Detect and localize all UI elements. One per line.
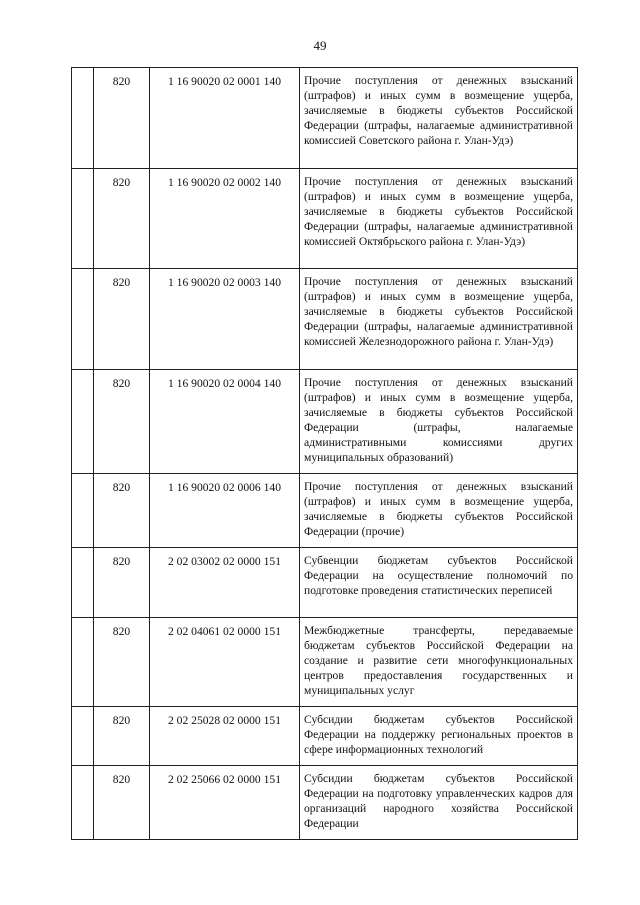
description-text: Прочие поступления от денежных взысканий (штрафов) и иных сумм в возмещение ущерба, зачисляемые в бюджеты субъектов Российской Федерации (штрафы, налагаемые административными комиссиями других муниципальных образований) — [304, 376, 573, 464]
description-text: Прочие поступления от денежных взысканий (штрафов) и иных сумм в возмещение ущерба, зачисляемые в бюджеты субъектов Российской Федерации (штрафы, налагаемые административной комиссией Октябрьского района г. Улан-Удэ) — [304, 175, 573, 248]
blank-cell — [72, 766, 94, 840]
blank-cell — [72, 548, 94, 618]
admin-code-cell: 820 — [94, 68, 150, 169]
description-text: Субвенции бюджетам субъектов Российской Федерации на осуществление полномочий по подготовке проведения статистических переписей — [304, 554, 573, 597]
budget-code-cell: 1 16 90020 02 0003 140 — [150, 269, 300, 370]
table-row — [72, 548, 578, 618]
blank-cell — [72, 474, 94, 548]
description-cell — [300, 548, 578, 618]
budget-code-cell: 1 16 90020 02 0006 140 — [150, 474, 300, 548]
description-cell — [300, 269, 578, 370]
page-number: 49 — [313, 38, 327, 53]
admin-code-cell: 820 — [94, 766, 150, 840]
description-cell — [300, 370, 578, 474]
table-row — [72, 370, 578, 474]
description-text: Межбюджетные трансферты, передаваемые бюджетам субъектов Российской Федерации на создание и развитие сети многофункциональных центров предоставления государственных и муниципальных услуг — [304, 624, 573, 697]
budget-code-cell: 2 02 04061 02 0000 151 — [150, 618, 300, 707]
description-text: Прочие поступления от денежных взысканий (штрафов) и иных сумм в возмещение ущерба, зачисляемые в бюджеты субъектов Российской Федерации (штрафы, налагаемые административной комиссией Советского района г. Улан-Удэ) — [304, 74, 573, 147]
admin-code-cell: 820 — [94, 548, 150, 618]
blank-cell — [72, 269, 94, 370]
table-row — [72, 707, 578, 766]
description-cell — [300, 169, 578, 269]
description-text: Прочие поступления от денежных взысканий (штрафов) и иных сумм в возмещение ущерба, зачисляемые в бюджеты субъектов Российской Федерации (прочие) — [304, 480, 573, 538]
description-cell — [300, 707, 578, 766]
description-cell — [300, 474, 578, 548]
admin-code-cell: 820 — [94, 618, 150, 707]
budget-code-cell: 1 16 90020 02 0004 140 — [150, 370, 300, 474]
budget-code-cell: 1 16 90020 02 0001 140 — [150, 68, 300, 169]
blank-cell — [72, 618, 94, 707]
admin-code-cell: 820 — [94, 169, 150, 269]
description-cell — [300, 618, 578, 707]
admin-code-cell: 820 — [94, 707, 150, 766]
blank-cell — [72, 370, 94, 474]
admin-code-cell: 820 — [94, 269, 150, 370]
description-text: Субсидии бюджетам субъектов Российской Федерации на подготовку управленческих кадров для организаций народного хозяйства Российской Федерации — [304, 772, 573, 830]
blank-cell — [72, 68, 94, 169]
budget-code-cell: 2 02 25028 02 0000 151 — [150, 707, 300, 766]
table-row — [72, 169, 578, 269]
admin-code-cell: 820 — [94, 474, 150, 548]
description-cell — [300, 68, 578, 169]
revenue-code-table — [71, 67, 578, 840]
table-row — [72, 474, 578, 548]
budget-code-cell: 2 02 25066 02 0000 151 — [150, 766, 300, 840]
table-row — [72, 269, 578, 370]
blank-cell — [72, 707, 94, 766]
table-row — [72, 68, 578, 169]
description-text: Субсидии бюджетам субъектов Российской Федерации на поддержку региональных проектов в сфере информационных технологий — [304, 713, 573, 756]
budget-code-cell: 2 02 03002 02 0000 151 — [150, 548, 300, 618]
budget-code-cell: 1 16 90020 02 0002 140 — [150, 169, 300, 269]
description-cell — [300, 766, 578, 840]
blank-cell — [72, 169, 94, 269]
table-row — [72, 766, 578, 840]
description-text: Прочие поступления от денежных взысканий (штрафов) и иных сумм в возмещение ущерба, зачисляемые в бюджеты субъектов Российской Федерации (штрафы, налагаемые административной комиссией Железнодорожного района г. Улан-Удэ) — [304, 275, 573, 348]
table-row — [72, 618, 578, 707]
admin-code-cell: 820 — [94, 370, 150, 474]
